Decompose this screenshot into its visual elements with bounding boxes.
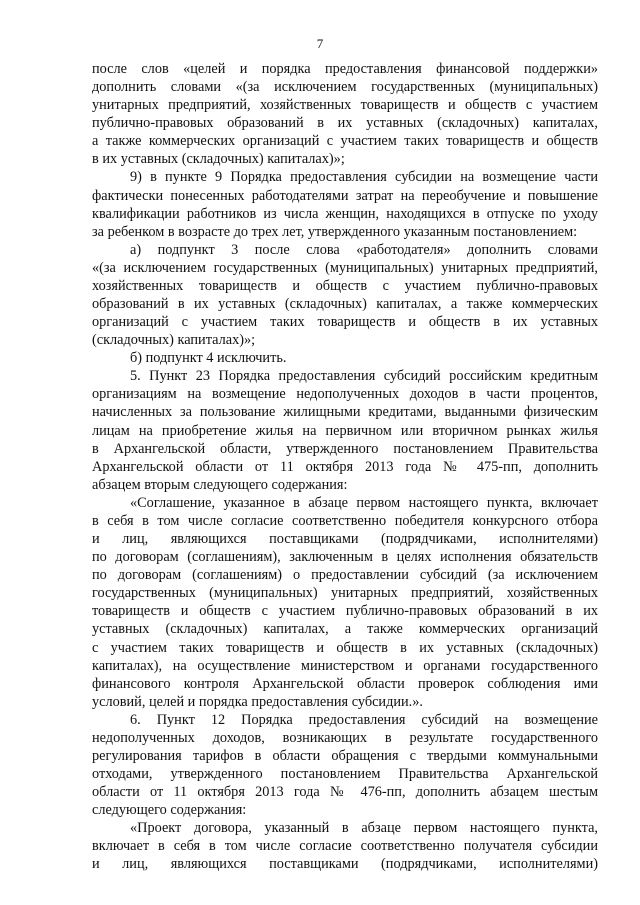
text-line: публично-правовых образований в их уставных (складочных) капиталах, <box>92 115 598 132</box>
text-line: (складочных) капиталах)»; <box>92 332 256 349</box>
text-line: после слов «целей и порядка предоставления финансовой поддержки» <box>92 61 598 77</box>
text-line: Архангельской области от 11 октября 2013 года № 475-пп, дополнить <box>92 458 598 475</box>
text-line: условий, целей и порядка предоставления субсидии.». <box>92 693 423 710</box>
text-line: 9) в пункте 9 Порядка предоставления субсидии на возмещение части <box>130 169 598 186</box>
text-line: в Архангельской области, утвержденного постановлением Правительства <box>92 440 598 457</box>
text-line: следующего содержания: <box>92 802 247 819</box>
text-line: в их уставных (складочных) капиталах)»; <box>92 151 345 168</box>
text-line: с участием таких товариществ и обществ в их уставных (складочных) <box>92 639 598 656</box>
text-line: и лиц, являющихся поставщиками (подрядчиками, исполнителями) <box>92 531 598 548</box>
text-line: капиталах), на осуществление министерством и органами государственного <box>92 657 598 674</box>
text-line: квалификации работников из числа женщин, находящихся в отпуске по уходу <box>92 205 598 222</box>
page-number: 7 <box>316 36 324 51</box>
text-line: хозяйственных товариществ и обществ с участием публично-правовых <box>92 277 598 294</box>
text-line: включает в себя в том числе согласие соответственно получателя субсидии <box>92 838 598 855</box>
text-line: начисленных за пользование жилищными кредитами, выданными физическим <box>92 404 598 421</box>
text-line: по договорам (соглашениям) о предоставлении субсидий (за исключением <box>92 567 598 584</box>
text-line: б) подпункт 4 исключить. <box>130 350 287 367</box>
text-line: дополнить словами «(за исключением государственных (муниципальных) <box>92 79 598 96</box>
text-line: отходами, утвержденного постановлением Правительства Архангельской <box>92 766 598 783</box>
text-line: а также коммерческих организаций с участием таких товариществ и обществ <box>92 133 598 150</box>
text-line: по договорам (соглашениям), заключенным в целях исполнения обязательств <box>92 549 598 566</box>
text-line: организациям на возмещение недополученных доходов в части процентов, <box>92 386 598 403</box>
text-line: «Соглашение, указанное в абзаце первом настоящего пункта, включает <box>130 494 598 511</box>
text-line: абзацем вторым следующего содержания: <box>92 476 348 493</box>
text-line: образований в их уставных (складочных) капиталах, а также коммерческих <box>92 296 598 313</box>
text-line: «(за исключением государственных (муниципальных) унитарных предприятий, <box>92 259 598 276</box>
text-line: лицам на приобретение жилья на первичном или вторичном рынках жилья <box>92 422 598 439</box>
text-line: организаций с участием таких товариществ и обществ в их уставных <box>92 314 598 331</box>
text-line: недополученных доходов, возникающих в результате государственного <box>92 729 598 746</box>
text-line: 6. Пункт 12 Порядка предоставления субсидий на возмещение <box>130 711 598 728</box>
text-line: за ребенком в возрасте до трех лет, утвержденного указанным постановлением: <box>92 223 578 240</box>
text-line: в себя в том числе согласие соответственно победителя конкурсного отбора <box>92 512 598 529</box>
document-body <box>92 60 598 874</box>
text-line: а) подпункт 3 после слова «работодателя» дополнить словами <box>130 241 598 258</box>
text-line: области от 11 октября 2013 года № 476-пп, дополнить абзацем шестым <box>92 784 598 801</box>
text-line: и лиц, являющихся поставщиками (подрядчиками, исполнителями) <box>92 856 598 873</box>
text-line: финансового контроля Архангельской области проверок соблюдения ими <box>92 675 598 692</box>
text-line: унитарных предприятий, хозяйственных товариществ и обществ с участием <box>92 97 598 114</box>
text-line: уставных (складочных) капиталах, а также коммерческих организаций <box>92 621 598 638</box>
text-line: 5. Пункт 23 Порядка предоставления субсидий российским кредитным <box>130 368 598 385</box>
text-line: «Проект договора, указанный в абзаце первом настоящего пункта, <box>130 820 598 837</box>
text-line: регулирования тарифов в области обращения с твердыми коммунальными <box>92 747 598 764</box>
text-line: государственных (муниципальных) унитарных предприятий, хозяйственных <box>92 585 598 602</box>
text-line: товариществ и обществ с участием публично-правовых образований в их <box>92 603 598 620</box>
text-line: фактически понесенных работодателями затрат на переобучение и повышение <box>92 187 598 204</box>
